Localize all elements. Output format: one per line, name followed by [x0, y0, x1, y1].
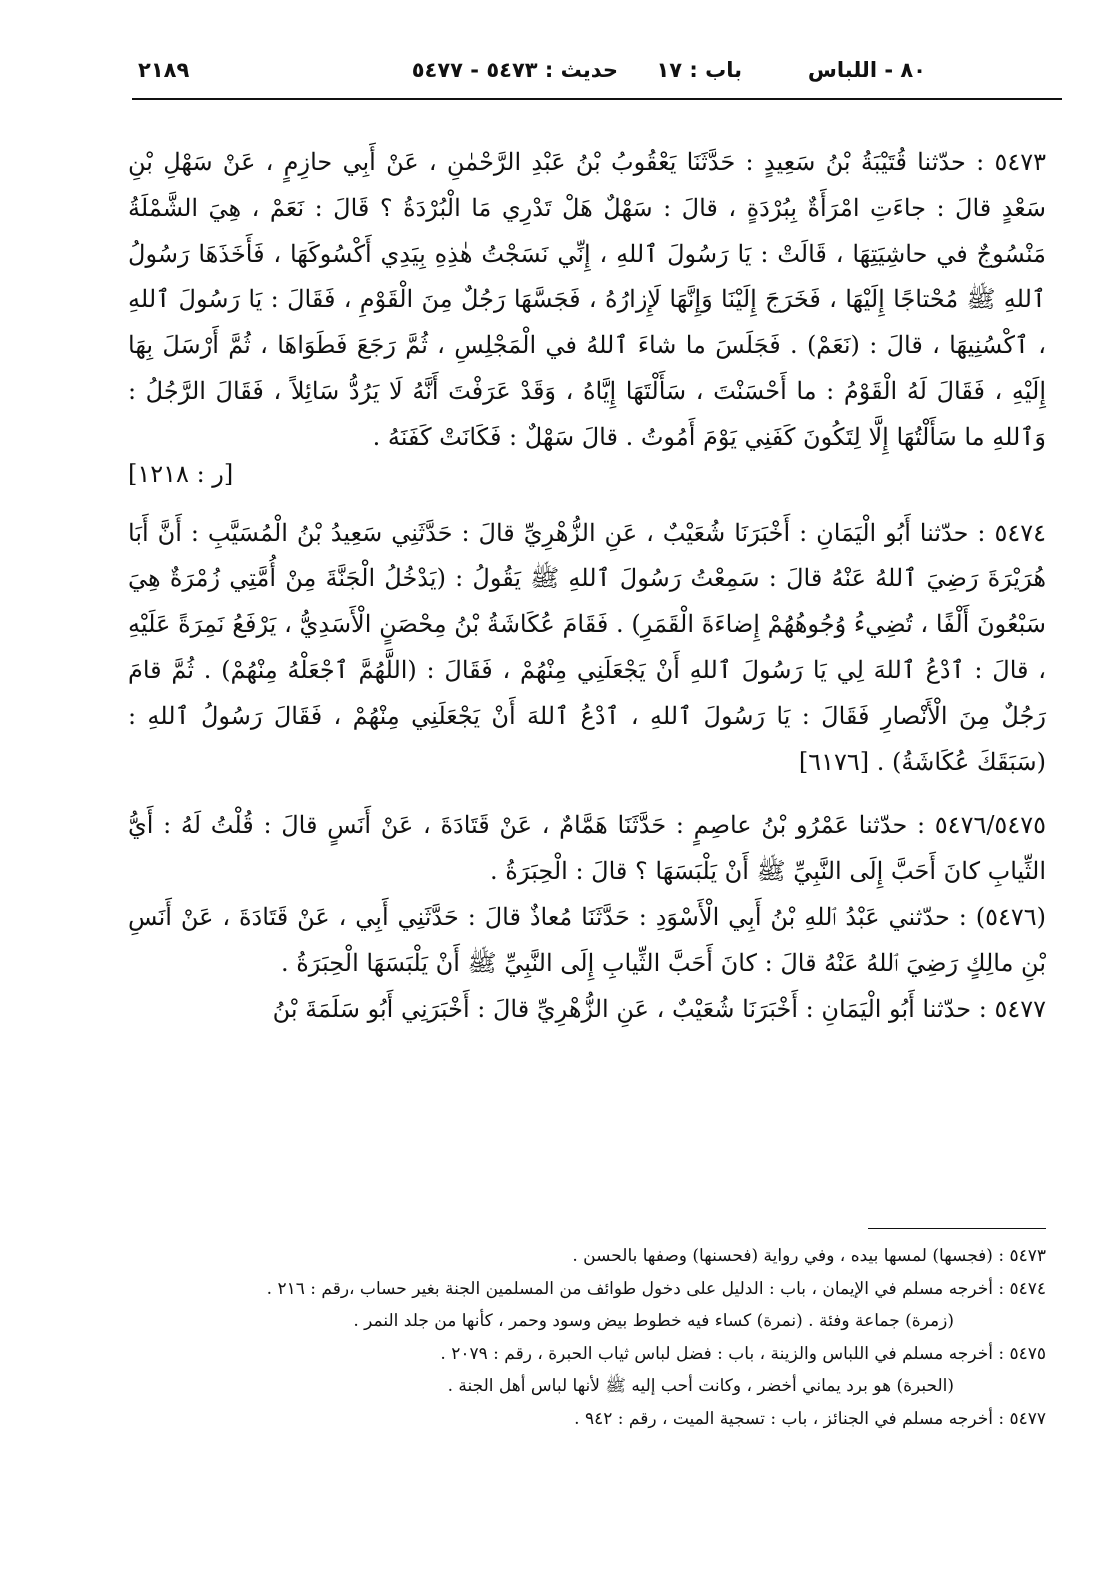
page-number: ٢١٨٩	[138, 58, 190, 82]
bab-number: باب : ١٧	[656, 58, 742, 82]
footnote-5477: ٥٤٧٧ : أخرجه مسلم في الجنائز ، باب : تسجية الميت ، رقم : ٩٤٢ .	[574, 1408, 1046, 1429]
hadith-5476-text: (٥٤٧٦) : حدّثني عَبْدُ ٱللهِ بْنُ أَبِي الْأَسْوَدِ : حَدَّثَنَا مُعاذٌ قالَ : حَدَّثَنِي أَبِي ، عَنْ قَتَادَةَ ، عَنْ أَنَسِ بْنِ مالِكٍ رَضِيَ ٱللهُ عَنْهُ قالَ : كانَ أَحَبَّ الثِّيابِ إِلَى النَّبِيِّ ﷺ أَنْ يَلْبَسَهَا الْحِبَرَةُ .	[128, 902, 1046, 977]
hadith-5475-text: ٥٤٧٦/٥٤٧٥ : حدّثنا عَمْرُو بْنُ عاصِمٍ : حَدَّثَنَا هَمَّامٌ ، عَنْ قَتَادَةَ ، عَنْ أَنَسٍ قالَ : قُلْتُ لَهُ : أَيُّ الثِّيابِ كانَ أَحَبَّ إِلَى النَّبِيِّ ﷺ أَنْ يَلْبَسَهَا ؟ قالَ : الْحِبَرَةُ .	[128, 811, 1046, 886]
footnote-5473: ٥٤٧٣ : (فجسها) لمسها بيده ، وفي رواية (فحسنها) وصفها بالحسن .	[572, 1246, 1046, 1266]
hadith-5474-text: ٥٤٧٤ : حدّثنا أَبُو الْيَمَانِ : أَخْبَرَنَا شُعَيْبٌ ، عَنِ الزُّهْرِيِّ قالَ : حَدَّثَنِي سَعِيدُ بْنُ الْمُسَيَّبِ : أَنَّ أَبَا هُرَيْرَةَ رَضِيَ ٱللهُ عَنْهُ قالَ : سَمِعْتُ رَسُولَ ٱللهِ ﷺ يَقُولُ : (يَدْخُلُ الْجَنَّةَ مِنْ أُمَّتِي زُمْرَةٌ هِيَ سَبْعُونَ أَلْفًا ، تُضِيءُ وُجُوهُهُمْ إِضاءَةَ الْقَمَرِ) . فَقَامَ عُكَاشَةُ بْنُ مِحْصَنٍ الْأَسَدِيُّ ، يَرْفَعُ نَمِرَةً عَلَيْهِ ، قالَ : ٱدْعُ ٱللهَ لِي يَا رَسُولَ ٱللهِ أَنْ يَجْعَلَنِي مِنْهُمْ ، فَقَالَ : (اللَّهُمَّ ٱجْعَلْهُ مِنْهُمْ) . ثُمَّ قامَ رَجُلٌ مِنَ الْأَنْصارِ فَقَالَ : يَا رَسُولَ ٱللهِ ، ٱدْعُ ٱللهَ أَنْ يَجْعَلَنِي مِنْهُمْ ، فَقَالَ رَسُولُ ٱللهِ : (سَبَقَكَ عُكَاشَةُ) .	[128, 518, 1046, 776]
footnote-5474-gloss: (زمرة) جماعة وفئة . (نمرة) كساء فيه خطوط بيض وسود وحمر ، كأنها من جلد النمر .	[353, 1311, 954, 1331]
hadith-5477	[128, 987, 1046, 1033]
hadith-5473-text: ٥٤٧٣ : حدّثنا قُتَيْبَةُ بْنُ سَعِيدٍ : حَدَّثَنَا يَعْقُوبُ بْنُ عَبْدِ الرَّحْمٰنِ ، عَنْ أَبِي حازِمٍ ، عَنْ سَهْلِ بْنِ سَعْدٍ قالَ : جاءَتِ امْرَأَةٌ بِبُرْدَةٍ ، قالَ : سَهْلٌ هَلْ تَدْرِي مَا الْبُرْدَةُ ؟ قَالَ : نَعَمْ ، هِيَ الشَّمْلَةُ مَنْسُوجٌ في حاشِيَتِهَا ، قَالَتْ : يَا رَسُولَ ٱللهِ ، إِنِّي نَسَجْتُ هٰذِهِ بِيَدِي أَكْسُوكَهَا ، فَأَخَذَهَا رَسُولُ ٱللهِ ﷺ مُحْتاجًا إِلَيْهَا ، فَخَرَجَ إِلَيْنَا وَإِنَّهَا لَإِزارُهُ ، فَجَسَّهَا رَجُلٌ مِنَ الْقَوْمِ ، فَقَالَ : يَا رَسُولَ ٱللهِ ، ٱكْسُنِيهَا ، قالَ : (نَعَمْ) . فَجَلَسَ ما شاءَ ٱللهُ في الْمَجْلِسِ ، ثُمَّ رَجَعَ فَطَوَاهَا ، ثُمَّ أَرْسَلَ بِهَا إِلَيْهِ ، فَقَالَ لَهُ الْقَوْمُ : ما أَحْسَنْتَ ، سَأَلْتَهَا إِيَّاهُ ، وَقَدْ عَرَفْتَ أَنَّهُ لَا يَرُدُّ سَائِلاً ، فَقَالَ الرَّجُلُ : وَٱللهِ ما سَأَلْتُهَا إِلَّا لِتَكُونَ كَفَنِي يَوْمَ أَمُوتُ . قالَ سَهْلٌ : فَكَانَتْ كَفَنَهُ .	[128, 148, 1046, 451]
main-text	[128, 140, 1046, 1032]
hadith-5477-text: ٥٤٧٧ : حدّثنا أَبُو الْيَمَانِ : أَخْبَرَنَا شُعَيْبٌ ، عَنِ الزُّهْرِيِّ قالَ : أَخْبَرَنِي أَبُو سَلَمَةَ بْنُ	[272, 994, 1046, 1023]
chapter-title: ٨٠ - اللباس	[807, 58, 926, 82]
hadith-5476	[128, 895, 1046, 987]
hadith-range: حديث : ٥٤٧٣ - ٥٤٧٧	[411, 58, 618, 82]
hadith-5473	[128, 140, 1046, 461]
hadith-5473-reference: [ر : ١٢١٨]	[128, 459, 234, 488]
footnote-divider	[868, 1228, 1046, 1229]
header-divider	[132, 98, 1062, 100]
footnote-5475: ٥٤٧٥ : أخرجه مسلم في اللباس والزينة ، باب : فضل لباس ثياب الحبرة ، رقم : ٢٠٧٩ .	[440, 1343, 1046, 1364]
hadith-5475	[128, 803, 1046, 895]
hadith-5474-reference: [٦١٧٦]	[798, 747, 870, 776]
hadith-5474	[128, 511, 1046, 786]
footnotes	[100, 1240, 1046, 1435]
running-header	[128, 54, 1042, 94]
footnote-5474: ٥٤٧٤ : أخرجه مسلم في الإيمان ، باب : الدليل على دخول طوائف من المسلمين الجنة بغير حساب ،رقم : ٢١٦ .	[266, 1278, 1046, 1299]
footnote-5475-gloss: (الحبرة) هو برد يماني أخضر ، وكانت أحب إليه ﷺ لأنها لباس أهل الجنة .	[447, 1376, 954, 1396]
